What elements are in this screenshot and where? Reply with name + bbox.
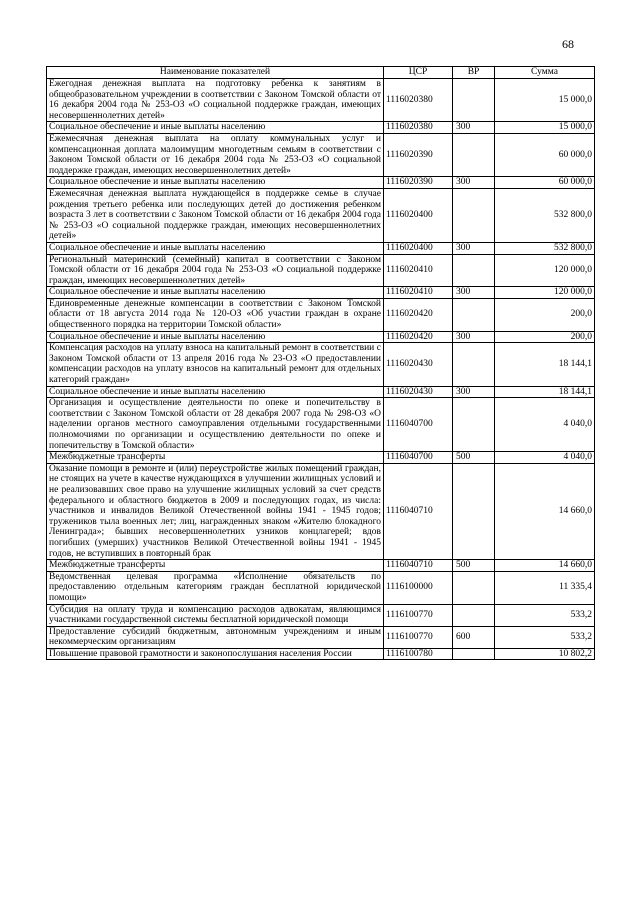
- cell-sum: 14 660,0: [495, 560, 595, 572]
- header-vr: ВР: [453, 67, 495, 79]
- cell-name: Ежемесячная денежная выплата на оплату коммунальных услуг и компенсационная доплата малоимущим многодетным семьям в соответствии с Законом Томской области от 16 декабря 2004 года № 253-ОЗ «О социальной поддержке граждан, имеющих несовершеннолетних детей»: [47, 133, 384, 176]
- cell-vr: [453, 571, 495, 604]
- budget-table: [46, 66, 595, 660]
- cell-sum: 533,2: [495, 604, 595, 626]
- table-row: [47, 386, 595, 398]
- cell-sum: 200,0: [495, 298, 595, 331]
- cell-sum: 4 040,0: [495, 398, 595, 452]
- cell-sum: 15 000,0: [495, 122, 595, 134]
- cell-name: Единовременные денежные компенсации в соответствии с Законом Томской области от 18 августа 2014 года № 120-ОЗ «Об участии граждан в охране общественного порядка на территории Томской области»: [47, 298, 384, 331]
- cell-csr: 1116020380: [384, 122, 453, 134]
- table-row: [47, 122, 595, 134]
- table-row: [47, 177, 595, 189]
- table-row: [47, 287, 595, 299]
- cell-vr: 300: [453, 386, 495, 398]
- cell-vr: 300: [453, 287, 495, 299]
- cell-vr: [453, 463, 495, 559]
- cell-sum: 533,2: [495, 626, 595, 648]
- cell-sum: 60 000,0: [495, 133, 595, 176]
- cell-csr: 1116100000: [384, 571, 453, 604]
- cell-sum: 200,0: [495, 331, 595, 343]
- table-row: [47, 452, 595, 464]
- cell-name: Повышение правовой грамотности и законопослушания населения России: [47, 648, 384, 660]
- table-row: [47, 648, 595, 660]
- page-number: 68: [562, 37, 574, 51]
- table-row: [47, 242, 595, 254]
- cell-vr: [453, 648, 495, 660]
- cell-csr: 1116020380: [384, 79, 453, 122]
- table-row: [47, 398, 595, 452]
- cell-sum: 4 040,0: [495, 452, 595, 464]
- header-sum: Сумма: [495, 67, 595, 79]
- cell-vr: [453, 604, 495, 626]
- table-row: [47, 188, 595, 242]
- header-csr: ЦСР: [384, 67, 453, 79]
- cell-name: Социальное обеспечение и иные выплаты населению: [47, 177, 384, 189]
- cell-sum: 60 000,0: [495, 177, 595, 189]
- cell-csr: 1116020430: [384, 386, 453, 398]
- table-row: [47, 343, 595, 386]
- cell-vr: [453, 398, 495, 452]
- cell-csr: 1116040710: [384, 463, 453, 559]
- table-row: [47, 560, 595, 572]
- cell-sum: 11 335,4: [495, 571, 595, 604]
- cell-vr: 500: [453, 452, 495, 464]
- cell-vr: 300: [453, 331, 495, 343]
- cell-name: Оказание помощи в ремонте и (или) переустройстве жилых помещений граждан, не стоящих на учете в качестве нуждающихся в улучшении жилищных условий и не реализовавших свое право на улучшение жилищных условий за счет средств федерального и областного бюджетов в 2009 и последующих годах, из числа: участников и инвалидов Великой Отечественной войны 1941 - 1945 годов; тружеников тыла военных лет; лиц, награжденных знаком «Жителю блокадного Ленинграда»; бывших несовершеннолетних узников концлагерей; вдов погибших (умерших) участников Великой Отечественной войны 1941 - 1945 годов, не вступивших в повторный брак: [47, 463, 384, 559]
- cell-csr: 1116040700: [384, 398, 453, 452]
- table-row: [47, 331, 595, 343]
- table-row: [47, 463, 595, 559]
- table-row: [47, 298, 595, 331]
- cell-name: Компенсация расходов на уплату взноса на капитальный ремонт в соответствии с Законом Томской области от 13 апреля 2016 года № 23-ОЗ «О предоставлении компенсации расходов на уплату взносов на капитальный ремонт для отдельных категорий граждан»: [47, 343, 384, 386]
- cell-vr: 300: [453, 177, 495, 189]
- table-body: [47, 79, 595, 660]
- cell-vr: 300: [453, 242, 495, 254]
- cell-vr: [453, 343, 495, 386]
- cell-vr: [453, 79, 495, 122]
- cell-name: Предоставление субсидий бюджетным, автономным учреждениям и иным некоммерческим организациям: [47, 626, 384, 648]
- cell-vr: 500: [453, 560, 495, 572]
- cell-vr: 300: [453, 122, 495, 134]
- cell-csr: 1116020400: [384, 242, 453, 254]
- cell-vr: 600: [453, 626, 495, 648]
- table-row: [47, 626, 595, 648]
- cell-sum: 120 000,0: [495, 254, 595, 287]
- cell-name: Межбюджетные трансферты: [47, 560, 384, 572]
- cell-csr: 1116100780: [384, 648, 453, 660]
- cell-name: Социальное обеспечение и иные выплаты населению: [47, 242, 384, 254]
- cell-csr: 1116100770: [384, 626, 453, 648]
- cell-vr: [453, 254, 495, 287]
- cell-name: Социальное обеспечение и иные выплаты населению: [47, 122, 384, 134]
- cell-csr: 1116100770: [384, 604, 453, 626]
- cell-sum: 18 144,1: [495, 343, 595, 386]
- cell-csr: 1116020420: [384, 298, 453, 331]
- cell-name: Субсидия на оплату труда и компенсацию расходов адвокатам, являющимся участниками государственной системы бесплатной юридической помощи: [47, 604, 384, 626]
- cell-csr: 1116020430: [384, 343, 453, 386]
- cell-csr: 1116040700: [384, 452, 453, 464]
- cell-csr: 1116020400: [384, 188, 453, 242]
- table-row: [47, 604, 595, 626]
- cell-vr: [453, 298, 495, 331]
- cell-sum: 14 660,0: [495, 463, 595, 559]
- cell-name: Социальное обеспечение и иные выплаты населению: [47, 287, 384, 299]
- cell-name: Организация и осуществление деятельности по опеке и попечительству в соответствии с Законом Томской области от 28 декабря 2007 года № 298-ОЗ «О наделении органов местного самоуправления отдельными государственными полномочиями по организации и осуществлению деятельности по опеке и попечительству в Томской области»: [47, 398, 384, 452]
- cell-name: Социальное обеспечение и иные выплаты населению: [47, 331, 384, 343]
- cell-vr: [453, 133, 495, 176]
- cell-csr: 1116020390: [384, 177, 453, 189]
- cell-vr: [453, 188, 495, 242]
- cell-csr: 1116020390: [384, 133, 453, 176]
- table-row: [47, 254, 595, 287]
- cell-name: Социальное обеспечение и иные выплаты населению: [47, 386, 384, 398]
- cell-sum: 10 802,2: [495, 648, 595, 660]
- table-row: [47, 133, 595, 176]
- table-row: [47, 571, 595, 604]
- cell-sum: 18 144,1: [495, 386, 595, 398]
- cell-name: Межбюджетные трансферты: [47, 452, 384, 464]
- table-header-row: [47, 67, 595, 79]
- cell-name: Региональный материнский (семейный) капитал в соответствии с Законом Томской области от 16 декабря 2004 года № 253-ОЗ «О социальной поддержке граждан, имеющих несовершеннолетних детей»: [47, 254, 384, 287]
- cell-csr: 1116040710: [384, 560, 453, 572]
- header-name: Наименование показателей: [47, 67, 384, 79]
- cell-sum: 532 800,0: [495, 242, 595, 254]
- cell-sum: 532 800,0: [495, 188, 595, 242]
- cell-name: Ежемесячная денежная выплата нуждающейся в поддержке семье в случае рождения третьего ребенка или последующих детей до достижения ребенком возраста 3 лет в соответствии с Законом Томской области от 16 декабря 2004 года № 253-ОЗ «О социальной поддержке граждан, имеющих несовершеннолетних детей»: [47, 188, 384, 242]
- cell-csr: 1116020410: [384, 254, 453, 287]
- cell-sum: 15 000,0: [495, 79, 595, 122]
- cell-name: Ежегодная денежная выплата на подготовку ребенка к занятиям в общеобразовательном учреждении в соответствии с Законом Томской области от 16 декабря 2004 года № 253-ОЗ «О социальной поддержке граждан, имеющих несовершеннолетних детей»: [47, 79, 384, 122]
- table-row: [47, 79, 595, 122]
- cell-sum: 120 000,0: [495, 287, 595, 299]
- cell-name: Ведомственная целевая программа «Исполнение обязательств по предоставлению отдельным категориям граждан бесплатной юридической помощи»: [47, 571, 384, 604]
- cell-csr: 1116020410: [384, 287, 453, 299]
- cell-csr: 1116020420: [384, 331, 453, 343]
